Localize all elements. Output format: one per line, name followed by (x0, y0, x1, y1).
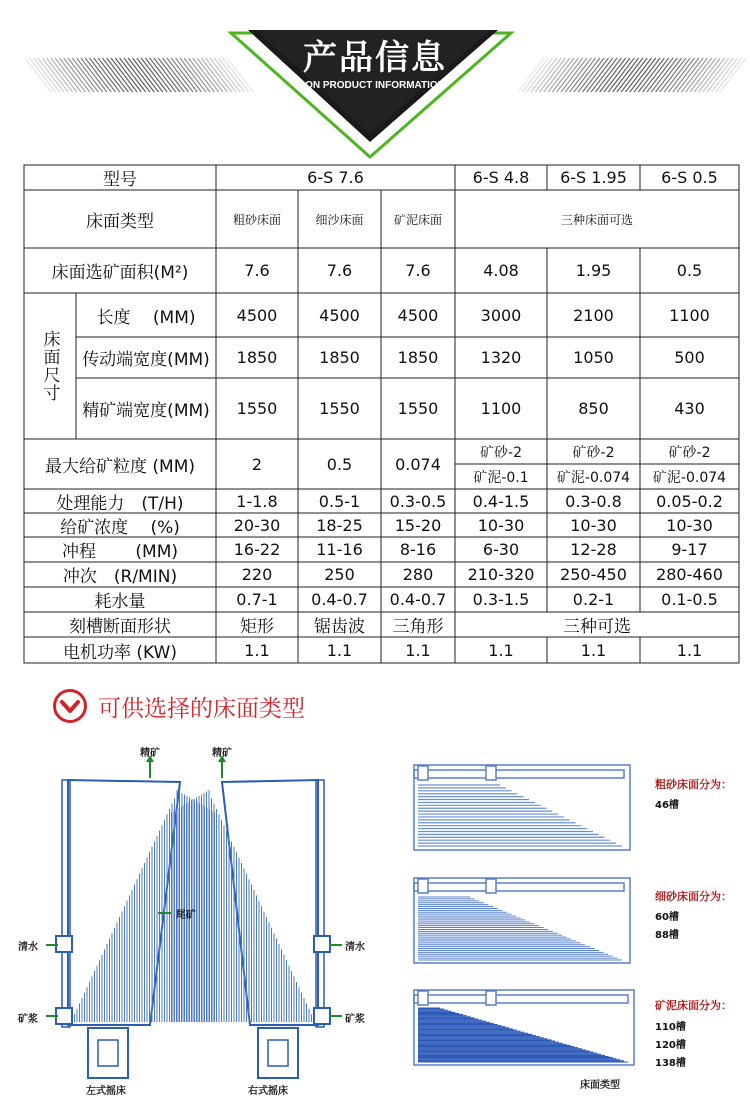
fine-groove-count: 88槽 (655, 930, 679, 941)
deck-fine: 细沙床面 (315, 212, 364, 227)
drive-width-value: 1850 (236, 348, 278, 367)
feed-sand-value: 矿砂-2 (668, 444, 711, 461)
stroke-value: 8-16 (399, 540, 437, 559)
power-value: 1.1 (488, 640, 514, 660)
density-value: 10-30 (570, 515, 617, 535)
deck-all: 三种床面可选 (560, 212, 633, 227)
feed-size-label: 最大给矿粒度 (MM) (44, 456, 195, 477)
area-value: 1.95 (575, 261, 612, 280)
conc-width-value: 1550 (397, 399, 439, 418)
capacity-label: 处理能力 (T/H) (56, 493, 184, 514)
left-water-label: 清水 (18, 942, 38, 953)
deck-panel-coarse (414, 765, 630, 850)
area-value: 4.08 (483, 261, 519, 280)
capacity-value: 1-1.8 (236, 491, 278, 511)
conc-width-label: 精矿端宽度(MM) (82, 401, 210, 421)
header-subtitle: ON PRODUCT INFORMATION (305, 80, 445, 91)
stroke-value: 6-30 (482, 540, 520, 559)
slime-groove-count: 138槽 (655, 1058, 686, 1069)
groove-value: 三角形 (392, 617, 444, 637)
frequency-value: 220 (241, 565, 273, 584)
water-value: 0.2-1 (572, 590, 615, 609)
feed-size-value: 0.5 (326, 454, 353, 474)
frequency-value: 280-460 (656, 565, 723, 584)
power-label: 电机功率 (KW) (62, 642, 178, 663)
power-value: 1.1 (676, 640, 703, 660)
size-label-text: 床面尺寸 (39, 330, 60, 402)
feed-slime-value: 矿泥-0.074 (556, 469, 631, 486)
feed-slime-value: 矿泥-0.074 (652, 469, 727, 486)
drive-width-value: 1050 (573, 348, 614, 367)
feed-sand-value: 矿砂-2 (480, 444, 522, 461)
water-value: 0.4-0.7 (311, 590, 368, 609)
water-value: 0.4-0.7 (389, 590, 447, 609)
conc-width-value: 1550 (236, 399, 278, 418)
right-tailings-label: 尾矿 (176, 910, 196, 921)
model-1-95: 6-S 1.95 (560, 168, 627, 187)
conc-width-value: 1100 (480, 399, 522, 418)
power-value: 1.1 (405, 640, 431, 660)
density-value: 20-30 (233, 515, 281, 535)
water-value: 0.3-1.5 (472, 590, 530, 609)
water-label: 耗水量 (94, 592, 146, 612)
deck-panel-fine (414, 878, 630, 963)
power-value: 1.1 (244, 640, 270, 660)
water-value: 0.7-1 (236, 590, 278, 609)
groove-value: 锯齿波 (314, 617, 365, 637)
capacity-value: 0.4-1.5 (472, 491, 530, 511)
density-value: 10-30 (666, 515, 713, 535)
slime-groove-count: 120槽 (655, 1040, 686, 1051)
capacity-value: 0.05-0.2 (656, 491, 723, 511)
frequency-value: 250-450 (560, 565, 627, 584)
right-table-caption: 右式摇床 (248, 1086, 288, 1097)
length-label: 长度 (MM) (96, 307, 196, 328)
length-value: 4500 (236, 305, 278, 325)
deck-type-label: 床面类型 (86, 211, 154, 232)
model-0-5: 6-S 0.5 (661, 168, 718, 187)
coarse-deck-title: 粗砂床面分为： (655, 778, 732, 791)
fine-deck-title: 细砂床面分为： (655, 890, 732, 903)
drive-width-value: 1850 (319, 348, 360, 367)
groove-value: 三种可选 (563, 617, 631, 637)
feed-size-value: 0.074 (395, 454, 441, 474)
area-label: 床面选矿面积(M²) (51, 263, 189, 283)
drive-width-value: 1850 (397, 348, 439, 367)
density-value: 18-25 (316, 515, 363, 535)
drive-width-value: 500 (674, 348, 705, 367)
water-value: 0.1-0.5 (661, 590, 718, 609)
area-value: 7.6 (326, 261, 353, 280)
model-main: 6-S 7.6 (307, 168, 364, 187)
drive-width-value: 1320 (480, 348, 522, 367)
density-value: 15-20 (394, 515, 442, 535)
drive-width-label: 传动端宽度(MM) (82, 350, 210, 370)
power-value: 1.1 (580, 640, 607, 660)
deck-types-caption: 床面类型 (580, 1080, 620, 1091)
section-title: 可供选择的床面类型 (98, 695, 305, 722)
conc-width-value: 850 (578, 399, 609, 418)
fine-groove-count: 60槽 (655, 912, 679, 923)
conc-width-value: 430 (674, 399, 705, 418)
deck-panel-slime (414, 990, 634, 1065)
header-title: 产品信息 (303, 38, 447, 78)
left-table-caption: 左式摇床 (86, 1086, 126, 1097)
stroke-label: 冲程 (MM) (61, 542, 178, 562)
deck-slime: 矿泥床面 (393, 212, 442, 227)
right-water-label: 清水 (345, 942, 365, 953)
frequency-value: 280 (402, 565, 434, 584)
area-value: 0.5 (676, 261, 703, 280)
deck-coarse: 粗砂床面 (232, 212, 281, 227)
density-label: 给矿浓度 (%) (60, 517, 180, 538)
stroke-value: 11-16 (316, 540, 363, 559)
stroke-value: 16-22 (233, 540, 281, 559)
groove-value: 矩形 (240, 617, 274, 637)
length-value: 2100 (573, 305, 614, 325)
length-value: 4500 (397, 305, 439, 325)
left-slurry-label: 矿浆 (18, 1014, 38, 1025)
length-value: 3000 (480, 305, 522, 325)
frequency-label: 冲次 (R/MIN) (62, 567, 178, 587)
stroke-value: 9-17 (671, 540, 708, 559)
model-4-8: 6-S 4.8 (472, 168, 530, 187)
feed-size-value: 2 (251, 454, 263, 474)
coarse-groove-count: 46槽 (655, 800, 679, 811)
density-value: 10-30 (477, 515, 525, 535)
stroke-value: 12-28 (570, 540, 617, 559)
length-value: 4500 (319, 305, 360, 325)
right-slurry-label: 矿浆 (345, 1014, 365, 1025)
groove-label: 刻槽断面形状 (69, 617, 171, 637)
capacity-value: 0.5-1 (318, 491, 361, 511)
power-value: 1.1 (326, 640, 353, 660)
slime-deck-title: 矿泥床面分为： (655, 999, 732, 1012)
capacity-value: 0.3-0.8 (565, 491, 622, 511)
area-value: 7.6 (405, 261, 431, 280)
frequency-value: 250 (324, 565, 355, 584)
feed-slime-value: 矿泥-0.1 (473, 469, 529, 486)
right-concentrate-label: 精矿 (212, 748, 232, 759)
capacity-value: 0.3-0.5 (389, 491, 447, 511)
frequency-value: 210-320 (467, 565, 535, 584)
length-value: 1100 (669, 305, 710, 325)
slime-groove-count: 110槽 (655, 1022, 686, 1033)
conc-width-value: 1550 (319, 399, 360, 418)
model-label: 型号 (103, 170, 137, 190)
left-concentrate-label: 精矿 (140, 748, 160, 759)
feed-sand-value: 矿砂-2 (572, 444, 615, 461)
area-value: 7.6 (244, 261, 270, 280)
